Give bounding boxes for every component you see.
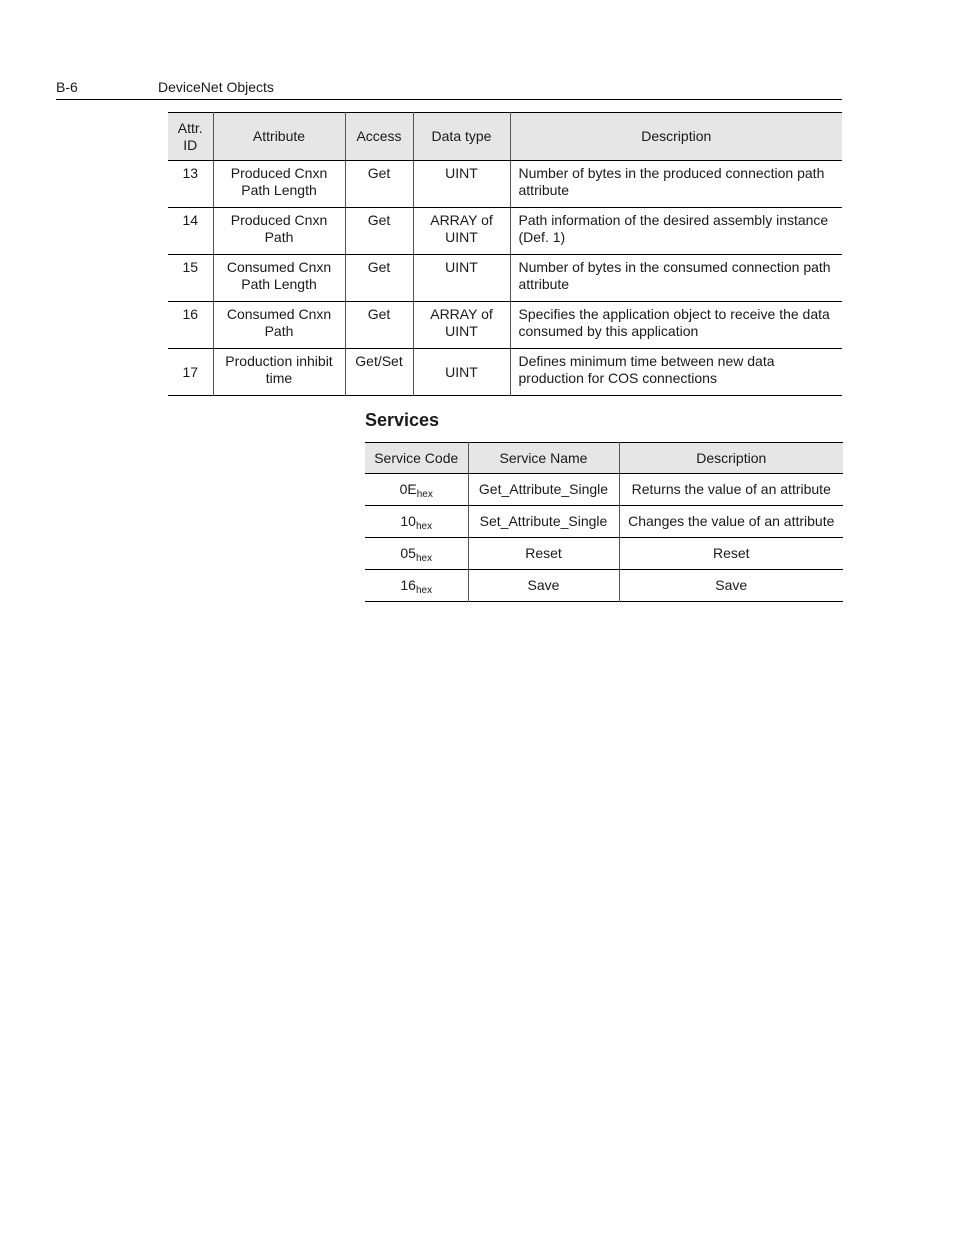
service-code (365, 506, 468, 538)
column-header-data-type: Data type (413, 113, 510, 161)
service-description: Reset (619, 538, 843, 570)
column-header-description: Description (619, 443, 843, 474)
column-header-service-code: Service Code (365, 443, 468, 474)
attr-id: 13 (168, 161, 213, 208)
column-header-attr-id: Attr. ID (168, 113, 213, 161)
table-row (168, 255, 842, 302)
attr-data-type: ARRAY of UINT (413, 302, 510, 349)
table-row (365, 474, 843, 506)
attr-access: Get (345, 302, 413, 349)
service-description: Save (715, 577, 748, 593)
attr-id: 15 (168, 255, 213, 302)
attr-data-type: UINT (413, 255, 510, 302)
services-heading: Services (365, 410, 440, 430)
service-code (365, 474, 468, 506)
table-row (168, 161, 842, 208)
table-row (168, 208, 842, 255)
service-code-suffix: hex (416, 489, 433, 500)
service-code-suffix: hex (415, 585, 433, 596)
service-name: Save (468, 570, 619, 602)
table-row (168, 302, 842, 349)
column-header-attribute: Attribute (213, 113, 345, 161)
attr-access: Get (345, 208, 413, 255)
service-name: Set_Attribute_Single (468, 506, 619, 538)
service-code-value: 0E (399, 481, 417, 497)
column-header-description: Description (510, 113, 842, 161)
service-code-value: 16 (400, 577, 416, 593)
attr-id: 14 (168, 208, 213, 255)
attr-access: Get (345, 255, 413, 302)
attr-description: Number of bytes in the produced connection path attribute (510, 161, 842, 208)
attr-description: Defines minimum time between new data production for COS connections (518, 353, 775, 386)
section-title: DeviceNet Objects (158, 79, 274, 95)
service-description: Changes the value of an attribute (619, 506, 843, 538)
table-header-row (365, 443, 843, 474)
attr-data-type: ARRAY of UINT (413, 208, 510, 255)
attr-access: Get (345, 161, 413, 208)
table-row (365, 538, 843, 570)
service-code-value: 05 (400, 545, 416, 561)
service-description: Returns the value of an attribute (619, 474, 843, 506)
column-header-service-name: Service Name (468, 443, 619, 474)
service-name: Get_Attribute_Single (468, 474, 619, 506)
attr-description: Path information of the desired assembly instance (Def. 1) (510, 208, 842, 255)
attr-name: Produced Cnxn Path (213, 208, 345, 255)
page-header (56, 79, 842, 100)
attr-name: Consumed Cnxn Path (213, 302, 345, 349)
services-table (365, 442, 843, 602)
table-row (168, 349, 842, 396)
attr-description: Specifies the application object to receive the data consumed by this application (510, 302, 842, 349)
service-name: Reset (468, 538, 619, 570)
service-code-suffix: hex (415, 553, 433, 564)
attr-name: Consumed Cnxn Path Length (213, 255, 345, 302)
table-row (365, 570, 843, 602)
service-code-suffix: hex (415, 521, 433, 532)
attr-name: Produced Cnxn Path Length (213, 161, 345, 208)
attr-id: 17 (168, 349, 213, 396)
attr-description: Number of bytes in the consumed connection path attribute (510, 255, 842, 302)
service-code (365, 570, 468, 602)
table-row (365, 506, 843, 538)
attr-access: Get/Set (345, 349, 413, 396)
table-header-row (168, 113, 842, 161)
attributes-table (168, 112, 842, 396)
service-code-value: 10 (400, 513, 416, 529)
service-code (365, 538, 468, 570)
attr-id: 16 (168, 302, 213, 349)
attr-name: Production inhibit time (213, 349, 345, 396)
page-number: B-6 (56, 79, 78, 95)
attr-data-type: UINT (413, 349, 510, 396)
column-header-access: Access (345, 113, 413, 161)
attr-data-type: UINT (413, 161, 510, 208)
